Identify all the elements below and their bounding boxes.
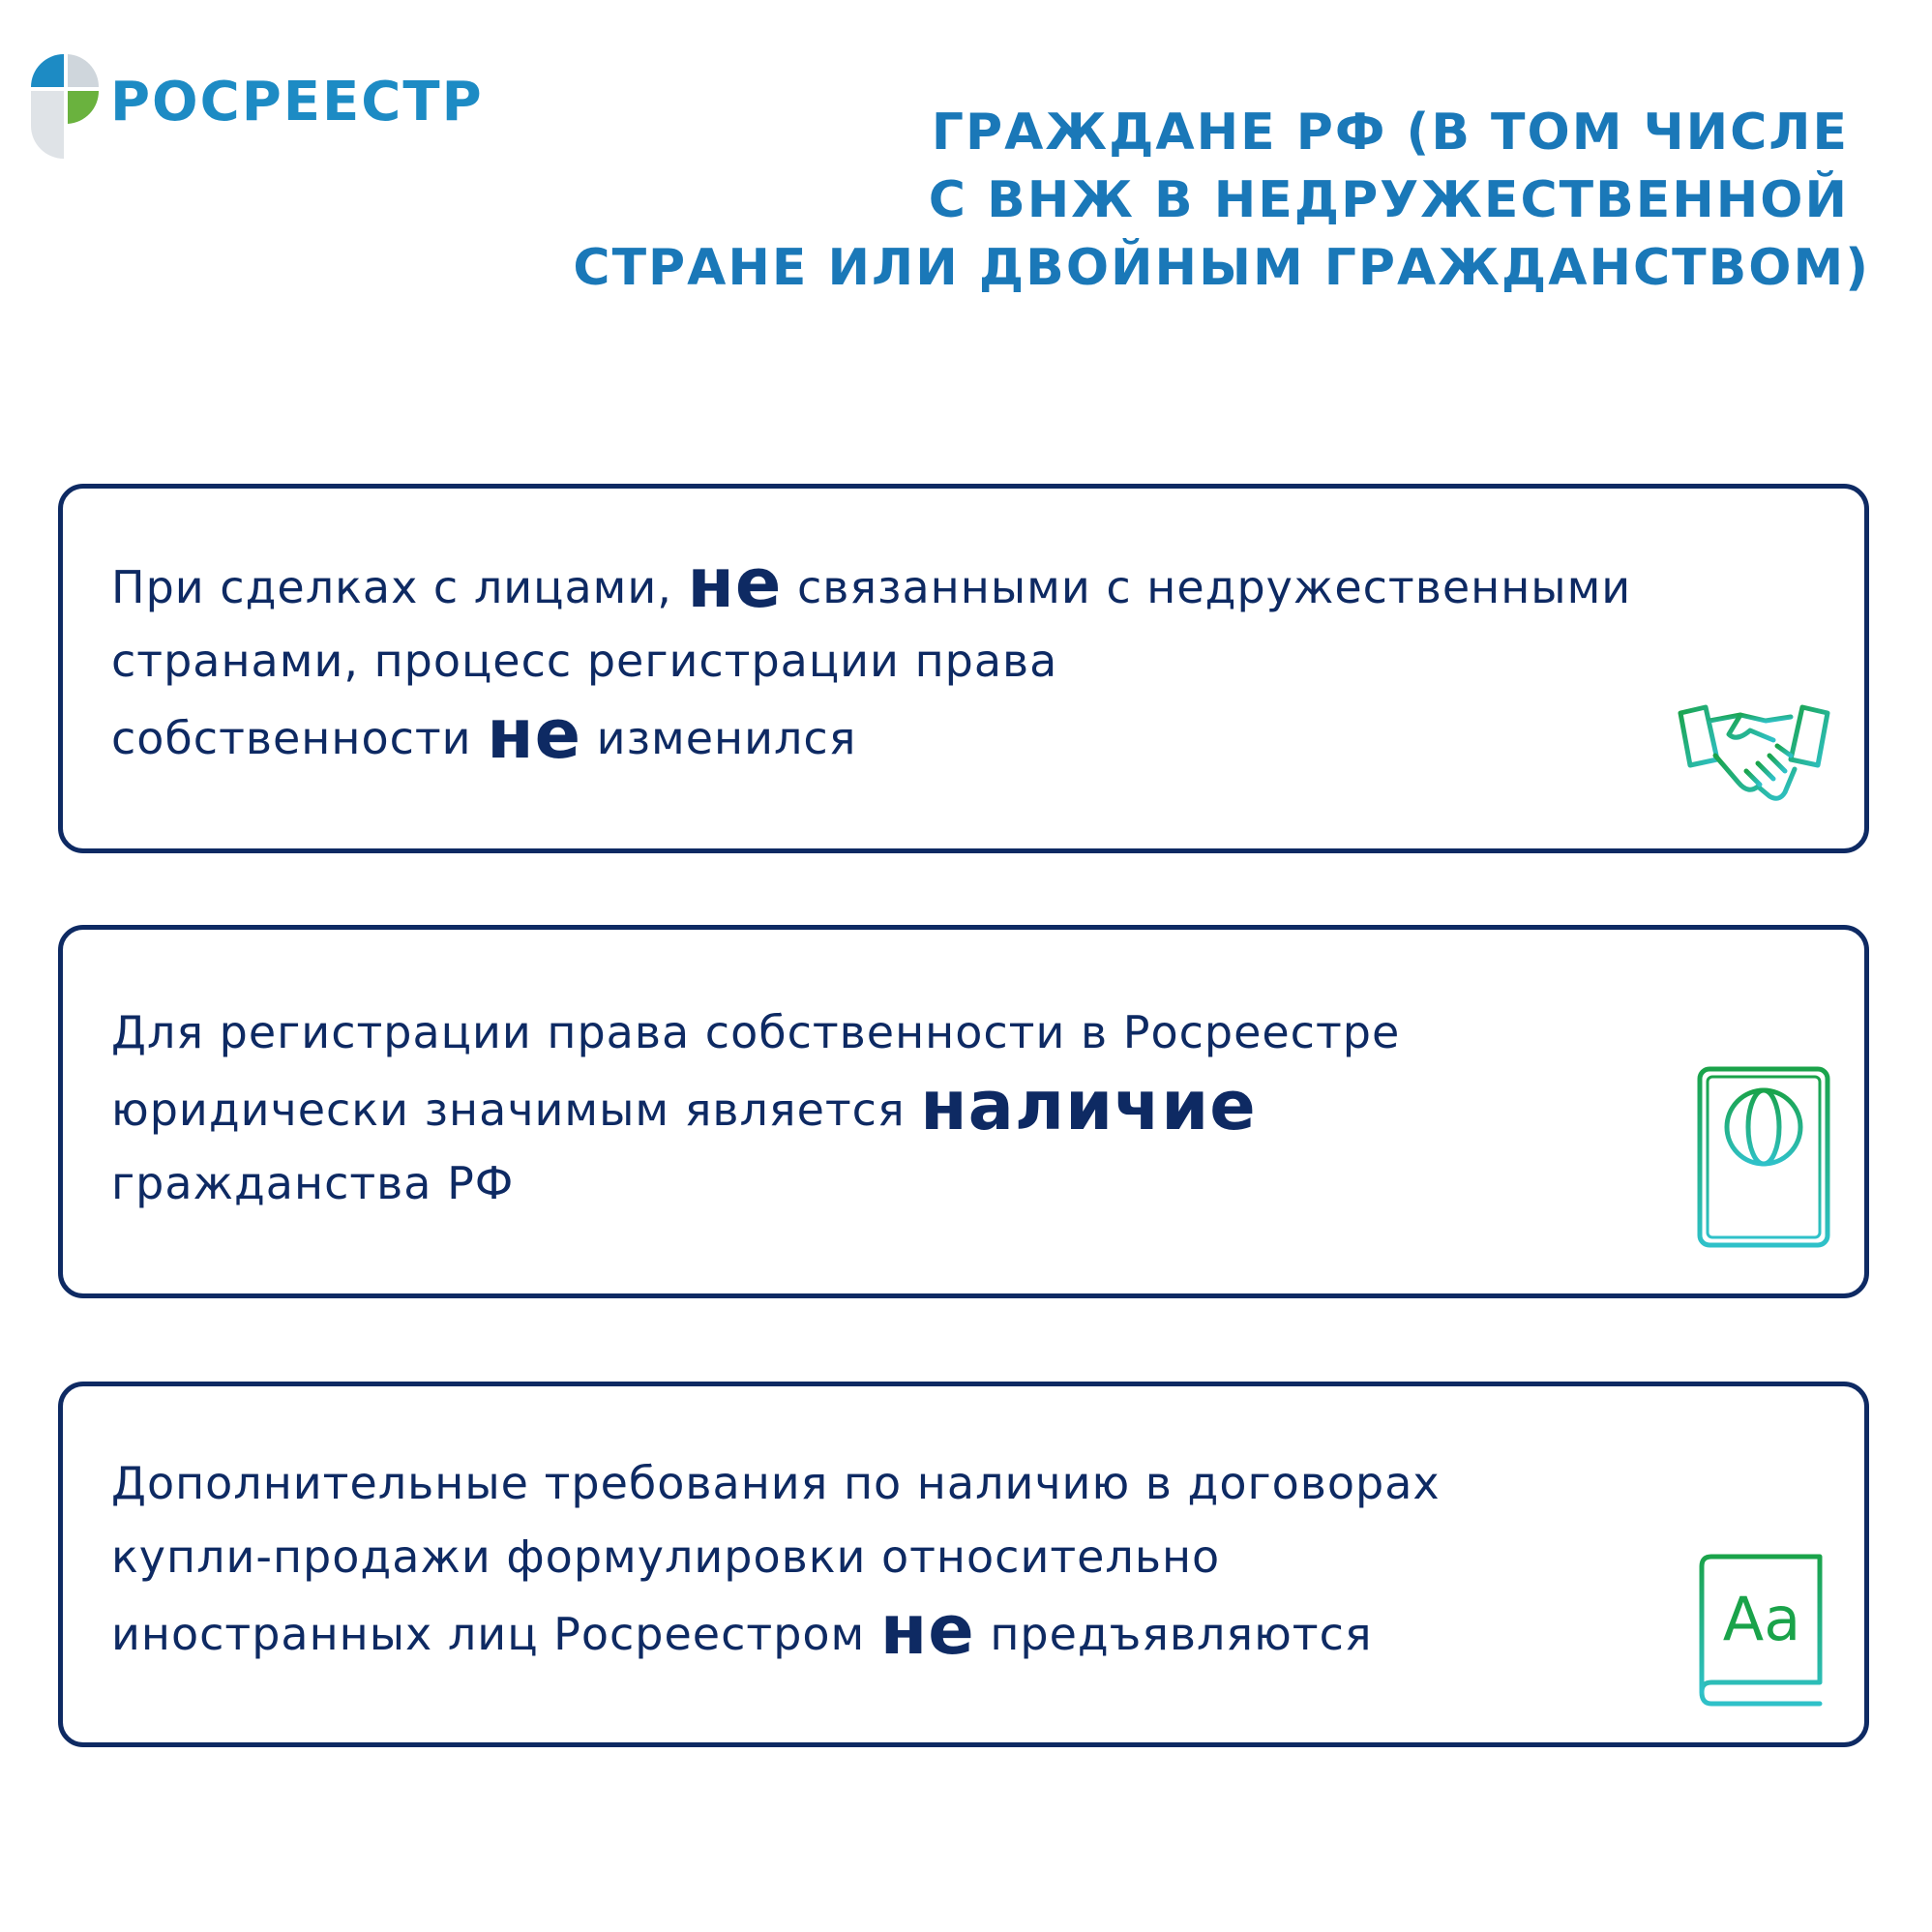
title-line-3: СТРАНЕ ИЛИ ДВОЙНЫМ ГРАЖДАНСТВОМ) [573, 239, 1870, 297]
card-line [111, 1590, 1756, 1671]
card-line [111, 1066, 1756, 1146]
passport-icon [1696, 1065, 1831, 1249]
emphasis-word: не [487, 695, 582, 774]
text-span: иностранных лиц Росреестром [111, 1608, 880, 1660]
emphasis-word: наличие [920, 1066, 1257, 1145]
card-line: гражданства РФ [111, 1157, 515, 1209]
text-span: юридически значимым является [111, 1084, 921, 1136]
brand-logo [29, 52, 484, 161]
info-card-requirements [58, 1382, 1869, 1747]
book-icon-label: Aa [1722, 1584, 1801, 1654]
title-line-2: С ВНЖ В НЕДРУЖЕСТВЕННОЙ [928, 171, 1849, 229]
book-icon [1698, 1553, 1826, 1709]
card-line [111, 544, 1756, 624]
brand-name: РОСРЕЕСТР [110, 70, 484, 134]
card-text [111, 996, 1756, 1220]
emphasis-word: не [879, 1590, 975, 1670]
text-span: При сделках с лицами, [111, 561, 688, 613]
page-title [419, 99, 1870, 302]
info-card-deals [58, 484, 1869, 853]
title-line-1: ГРАЖДАНЕ РФ (В ТОМ ЧИСЛЕ [931, 104, 1849, 162]
handshake-icon [1677, 701, 1831, 808]
card-line: Дополнительные требования по наличию в договорах [111, 1457, 1441, 1509]
text-span: связанными с недружественными [782, 561, 1632, 613]
rosreestr-emblem-icon [29, 52, 101, 161]
info-card-citizenship [58, 925, 1869, 1298]
card-line: странами, процесс регистрации права [111, 635, 1058, 687]
emphasis-word: не [687, 544, 783, 623]
text-span: предъявляются [974, 1608, 1373, 1660]
card-line: купли-продажи формулировки относительно [111, 1531, 1221, 1583]
card-line: Для регистрации права собственности в Росреестре [111, 1006, 1401, 1058]
card-line [111, 695, 1756, 775]
text-span: собственности [111, 712, 488, 764]
card-text [111, 1446, 1756, 1671]
card-text [111, 544, 1756, 775]
text-span: изменился [581, 712, 857, 764]
